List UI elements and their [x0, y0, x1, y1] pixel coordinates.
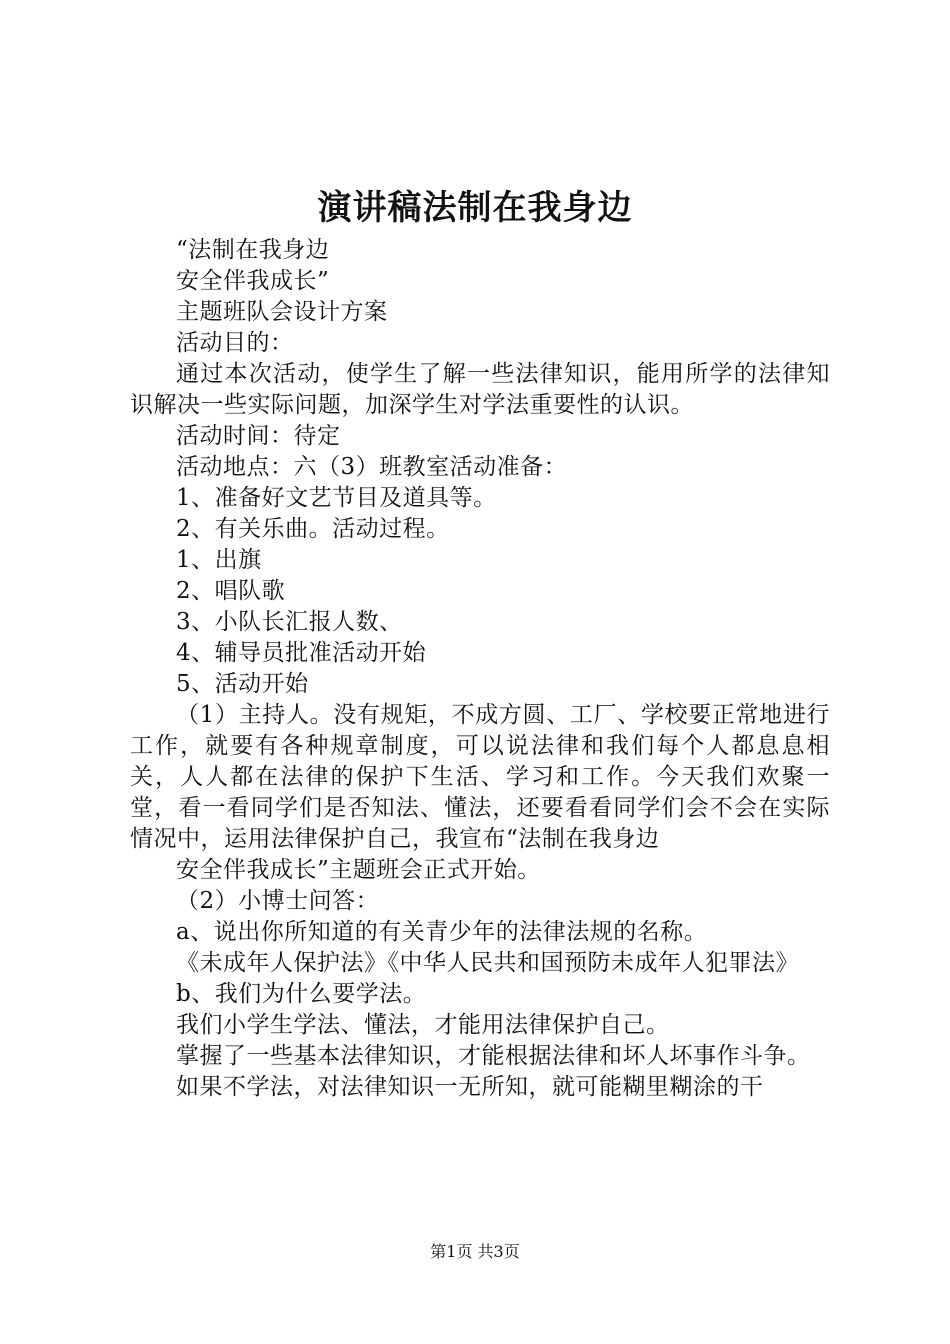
paragraph: a、说出你所知道的有关青少年的法律法规的名称。: [176, 919, 708, 945]
paragraph: 活动目的：: [176, 330, 294, 356]
paragraph: 1、准备好文艺节目及道具等。: [176, 485, 497, 511]
paragraph: 活动时间：待定: [176, 423, 341, 449]
paragraph: 2、有关乐曲。活动过程。: [176, 516, 450, 542]
document-body: [130, 235, 830, 1103]
paragraph: 安全伴我成长”主题班会正式开始。: [176, 857, 541, 883]
paragraph: 《未成年人保护法》《中华人民共和国预防未成年人犯罪法》: [176, 950, 799, 976]
paragraph: 掌握了一些基本法律知识，才能根据法律和坏人坏事作斗争。: [176, 1043, 811, 1069]
paragraph: 4、辅导员批准活动开始: [176, 640, 427, 666]
page-footer: 第1页 共3页: [430, 1242, 520, 1261]
paragraph: 如果不学法，对法律知识一无所知，就可能糊里糊涂的干: [176, 1074, 764, 1100]
paragraph: （2）小博士问答：: [176, 888, 380, 914]
paragraph: 2、唱队歌: [176, 578, 286, 604]
paragraph: 3、小队长汇报人数、: [176, 609, 403, 635]
paragraph: b、我们为什么要学法。: [176, 981, 427, 1007]
paragraph: 1、出旗: [176, 547, 262, 573]
paragraph: 我们小学生学法、懂法，才能用法律保护自己。: [176, 1012, 670, 1038]
paragraph: 安全伴我成长”: [176, 268, 330, 294]
paragraph: （1）主持人。没有规矩，不成方圆、工厂、学校要正常地进行工作，就要有各种规章制度，可以说法律和我们每个人都息息相关，人人都在法律的保护下生活、学习和工作。今天我们欢聚一堂，看一看同学们是否知法、懂法，还要看看同学们会不会在实际情况中，运用法律保护自己，我宣布“法制在我身边: [130, 702, 830, 852]
paragraph: 主题班队会设计方案: [176, 299, 388, 325]
paragraph: 活动地点：六（3）班教室活动准备：: [176, 454, 568, 480]
paragraph: “法制在我身边: [176, 237, 330, 263]
paragraph: 5、活动开始: [176, 671, 309, 697]
paragraph: 通过本次活动，使学生了解一些法律知识，能用所学的法律知识解决一些实际问题，加深学生对学法重要性的认识。: [130, 361, 830, 418]
page-title: 演讲稿法制在我身边: [317, 188, 633, 228]
